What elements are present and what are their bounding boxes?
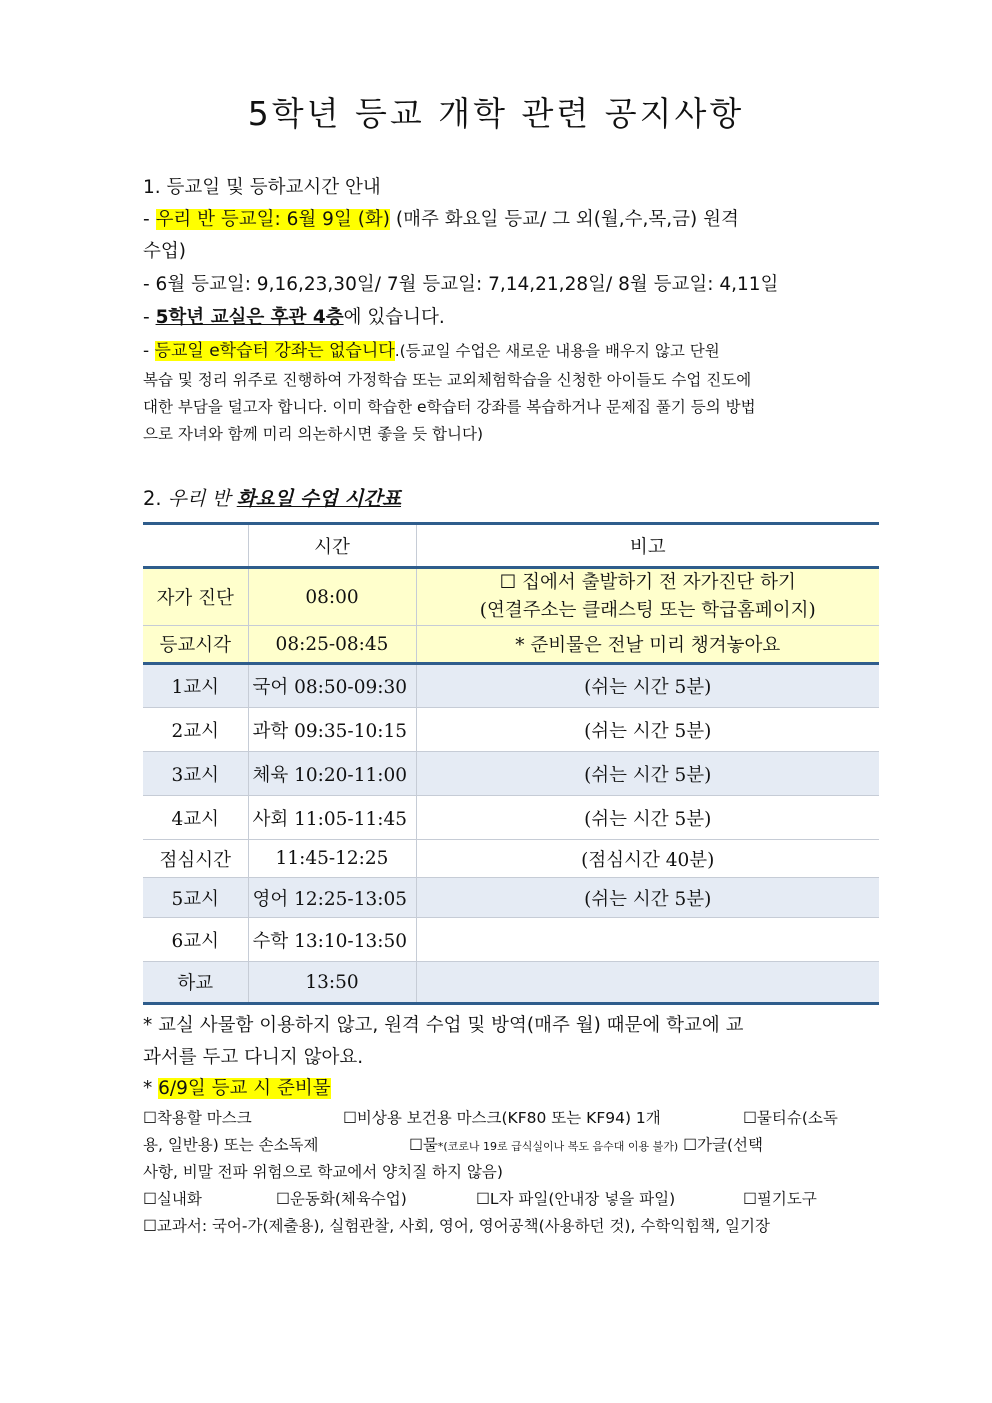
note-cell: (점심시간 40분) [416,840,879,878]
note-cell: * 준비물은 전날 미리 챙겨놓아요 [416,626,879,664]
supply-sneakers: ☐운동화(체육수업) [276,1190,407,1208]
schedule-table [143,522,879,1005]
table-row [143,796,879,840]
time-cell: 13:50 [248,962,416,1004]
supply-gargle: ☐가글(선택 [678,1136,763,1154]
period-cell: 4교시 [143,796,248,840]
period-cell: 점심시간 [143,840,248,878]
dash: - [143,341,155,361]
monthly-school-days: - 6월 등교일: 9,16,23,30일/ 7월 등교일: 7,14,21,28일/ 8월 등교일: 4,11일 [143,274,779,295]
supplies-line-3: 사항, 비말 전파 위험으로 학교에서 양치질 하지 않음) [143,1163,503,1181]
table-row [143,664,879,708]
elearning-note-line-4: 으로 자녀와 함께 미리 의논하시면 좋을 듯 합니다) [143,425,483,443]
note-cell: (쉬는 시간 5분) [416,878,879,918]
table-header-row [143,524,879,568]
elearning-note-line-3: 대한 부담을 덜고자 합니다. 이미 학습한 e학습터 강좌를 복습하거나 문제집 풀기 등의 방법 [143,398,756,416]
classroom-location: 5학년 교실은 후관 4층 [155,307,344,328]
section2-title: 화요일 수업 시간표 [236,487,402,510]
header-period [143,524,248,568]
supply-wet-tissue: ☐물티슈(소독 [743,1109,838,1127]
table-row [143,918,879,962]
note-cell: (쉬는 시간 5분) [416,708,879,752]
classroom-location-line [143,302,851,334]
table-row [143,840,879,878]
classroom-location-rest: 에 있습니다. [343,307,445,328]
self-check-link-note: (연결주소는 클래스팅 또는 학급홈페이지) [479,600,816,621]
supplies-heading: 6/9일 등교 시 준비물 [158,1078,331,1099]
note-cell [416,568,879,626]
period-cell: 2교시 [143,708,248,752]
textbook-note-line-1: * 교실 사물함 이용하지 않고, 원격 수업 및 방역(매주 월) 때문에 학교에 교 [143,1015,744,1036]
dash: - [143,307,156,328]
supply-stationery: ☐필기도구 [743,1190,817,1208]
header-note: 비고 [416,524,879,568]
supply-water [409,1132,763,1161]
section2-italic: 우리 반 [167,487,237,510]
note-cell [416,962,879,1004]
period-cell: 3교시 [143,752,248,796]
period-cell: 등교시각 [143,626,248,664]
time-cell: 08:00 [248,568,416,626]
period-cell: 하교 [143,962,248,1004]
table-row [143,878,879,918]
table-row [143,708,879,752]
time-cell: 과학 09:35-10:15 [248,708,416,752]
time-cell: 수학 13:10-13:50 [248,918,416,962]
note-cell: (쉬는 시간 5분) [416,796,879,840]
note-cell: (쉬는 시간 5분) [416,752,879,796]
supply-water-label: ☐물 [409,1136,438,1154]
elearning-note-line-2: 복습 및 정리 위주로 진행하여 가정학습 또는 교외체험학습을 신청한 아이들도 수업 진도에 [143,371,752,389]
self-check-note: ☐ 집에서 출발하기 전 자가진단 하기 [499,572,796,593]
note-cell [416,918,879,962]
table-row [143,752,879,796]
header-time: 시간 [248,524,416,568]
page-title: 5학년 등교 개학 관련 공지사항 [247,94,745,133]
supply-water-note: *(코로나 19로 급식실이나 복도 음수대 이용 불가) [437,1140,679,1153]
class-school-day-line [143,204,851,236]
textbook-note-line-2: 과서를 두고 다니지 않아요. [143,1047,364,1068]
time-cell: 11:45-12:25 [248,840,416,878]
school-day-rest: (매주 화요일 등교/ 그 외(월,수,목,금) 원격 [390,209,739,230]
time-cell: 08:25-08:45 [248,626,416,664]
period-cell: 6교시 [143,918,248,962]
period-cell: 자가 진단 [143,568,248,626]
table-row [143,568,879,626]
table-row [143,626,879,664]
supply-mask: ☐착용할 마스크 [143,1109,252,1127]
note-cell: (쉬는 시간 5분) [416,664,879,708]
period-cell: 1교시 [143,664,248,708]
time-cell: 영어 12:25-13:05 [248,878,416,918]
dash: - [143,209,156,230]
period-cell: 5교시 [143,878,248,918]
section1-heading: 1. 등교일 및 등하교시간 안내 [143,177,381,198]
time-cell: 국어 08:50-09:30 [248,664,416,708]
elearning-line [143,335,851,367]
table-row [143,962,879,1004]
section2-heading [143,483,851,515]
supply-indoor-shoes: ☐실내화 [143,1190,202,1208]
supply-file: ☐L자 파일(안내장 넣을 파일) [476,1190,676,1208]
time-cell: 체육 10:20-11:00 [248,752,416,796]
supplies-line-5: ☐교과서: 국어-가(제출용), 실험관찰, 사회, 영어, 영어공책(사용하던 것), 수학익힘책, 일기장 [143,1217,770,1235]
time-cell: 사회 11:05-11:45 [248,796,416,840]
section2-number: 2. [143,487,168,510]
elearning-highlight: 등교일 e학습터 강좌는 없습니다 [154,341,395,361]
supply-sanitizer: 용, 일반용) 또는 손소독제 [143,1136,319,1154]
star: * [143,1078,159,1099]
school-day-continuation: 수업) [143,241,186,262]
supplies-heading-line [143,1073,851,1105]
supply-spare-mask: ☐비상용 보건용 마스크(KF80 또는 KF94) 1개 [343,1109,661,1127]
elearning-rest: .(등교일 수업은 새로운 내용을 배우지 않고 단원 [394,342,720,360]
school-day-highlight: 우리 반 등교일: 6월 9일 (화) [155,209,391,230]
